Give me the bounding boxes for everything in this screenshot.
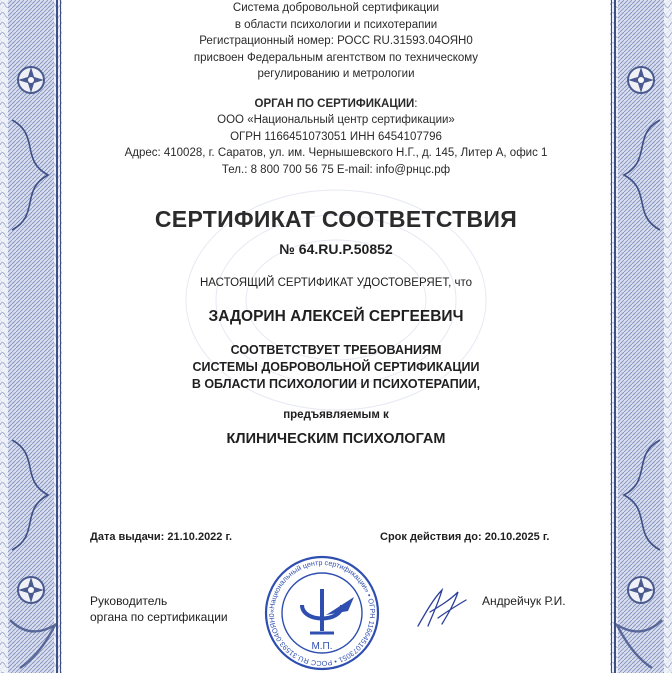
signer-role — [90, 593, 228, 625]
system-header — [70, 0, 602, 83]
holder-name: ЗАДОРИН АЛЕКСЕЙ СЕРГЕЕВИЧ — [208, 308, 464, 325]
psi-logo-icon — [302, 589, 354, 633]
handwritten-signature — [412, 582, 472, 632]
valid-until-date: Срок действия до: 20.10.2025 г. — [380, 531, 550, 543]
presented-to: предъявляемым к — [283, 409, 389, 421]
certification-body — [70, 96, 602, 178]
organ-line: Адрес: 410028, г. Саратов, ул. им. Чернышевского Н.Г., д. 145, Литер А, офис 1 — [124, 147, 548, 159]
header-line: регулированию и метрологии — [257, 68, 415, 80]
stamp-label: М.П. — [311, 641, 333, 652]
profession: КЛИНИЧЕСКИМ ПСИХОЛОГАМ — [226, 431, 446, 447]
official-seal — [262, 553, 382, 673]
header-line: в области психологии и психотерапии — [234, 18, 438, 31]
organ-line: Тел.: 8 800 700 56 75 E-mail: info@рнцс.рф — [221, 163, 451, 176]
requirement-line: СИСТЕМЫ ДОБРОВОЛЬНОЙ СЕРТИФИКАЦИИ — [192, 360, 480, 374]
seal-ring-text: «Национальный центр сертификации» • ОГРН 1166451073051 • РОСС RU.31593.04ОЯН0 — [266, 557, 378, 669]
organ-line: ООО «Национальный центр сертификации» — [217, 114, 455, 126]
signer-name: Андрейчук Р.И. — [482, 594, 566, 608]
certificate-number: № 64.RU.P.50852 — [279, 241, 393, 257]
organ-title: ОРГАН ПО СЕРТИФИКАЦИИ: — [254, 98, 418, 110]
signer-role-line: органа по сертификации — [90, 610, 228, 624]
certifies-text: НАСТОЯЩИЙ СЕРТИФИКАТ УДОСТОВЕРЯЕТ, что — [199, 277, 473, 289]
header-line: Регистрационный номер: РОСС RU.31593.04ОЯН0 — [199, 35, 473, 47]
organ-line: ОГРН 1166451073051 ИНН 6454107796 — [230, 130, 442, 143]
header-line: присвоен Федеральным агентством по техническому — [193, 51, 479, 64]
header-line: Система добровольной сертификации — [232, 2, 440, 14]
certificate-content — [70, 0, 602, 673]
certificate-title: СЕРТИФИКАТ СООТВЕТСТВИЯ — [154, 206, 518, 232]
requirement-line: СООТВЕТСТВУЕТ ТРЕБОВАНИЯМ — [230, 343, 442, 357]
issue-date: Дата выдачи: 21.10.2022 г. — [90, 531, 233, 543]
requirements — [70, 342, 602, 393]
signer-role-line: Руководитель — [90, 594, 168, 608]
requirement-line: В ОБЛАСТИ ПСИХОЛОГИИ И ПСИХОТЕРАПИИ, — [191, 377, 481, 391]
